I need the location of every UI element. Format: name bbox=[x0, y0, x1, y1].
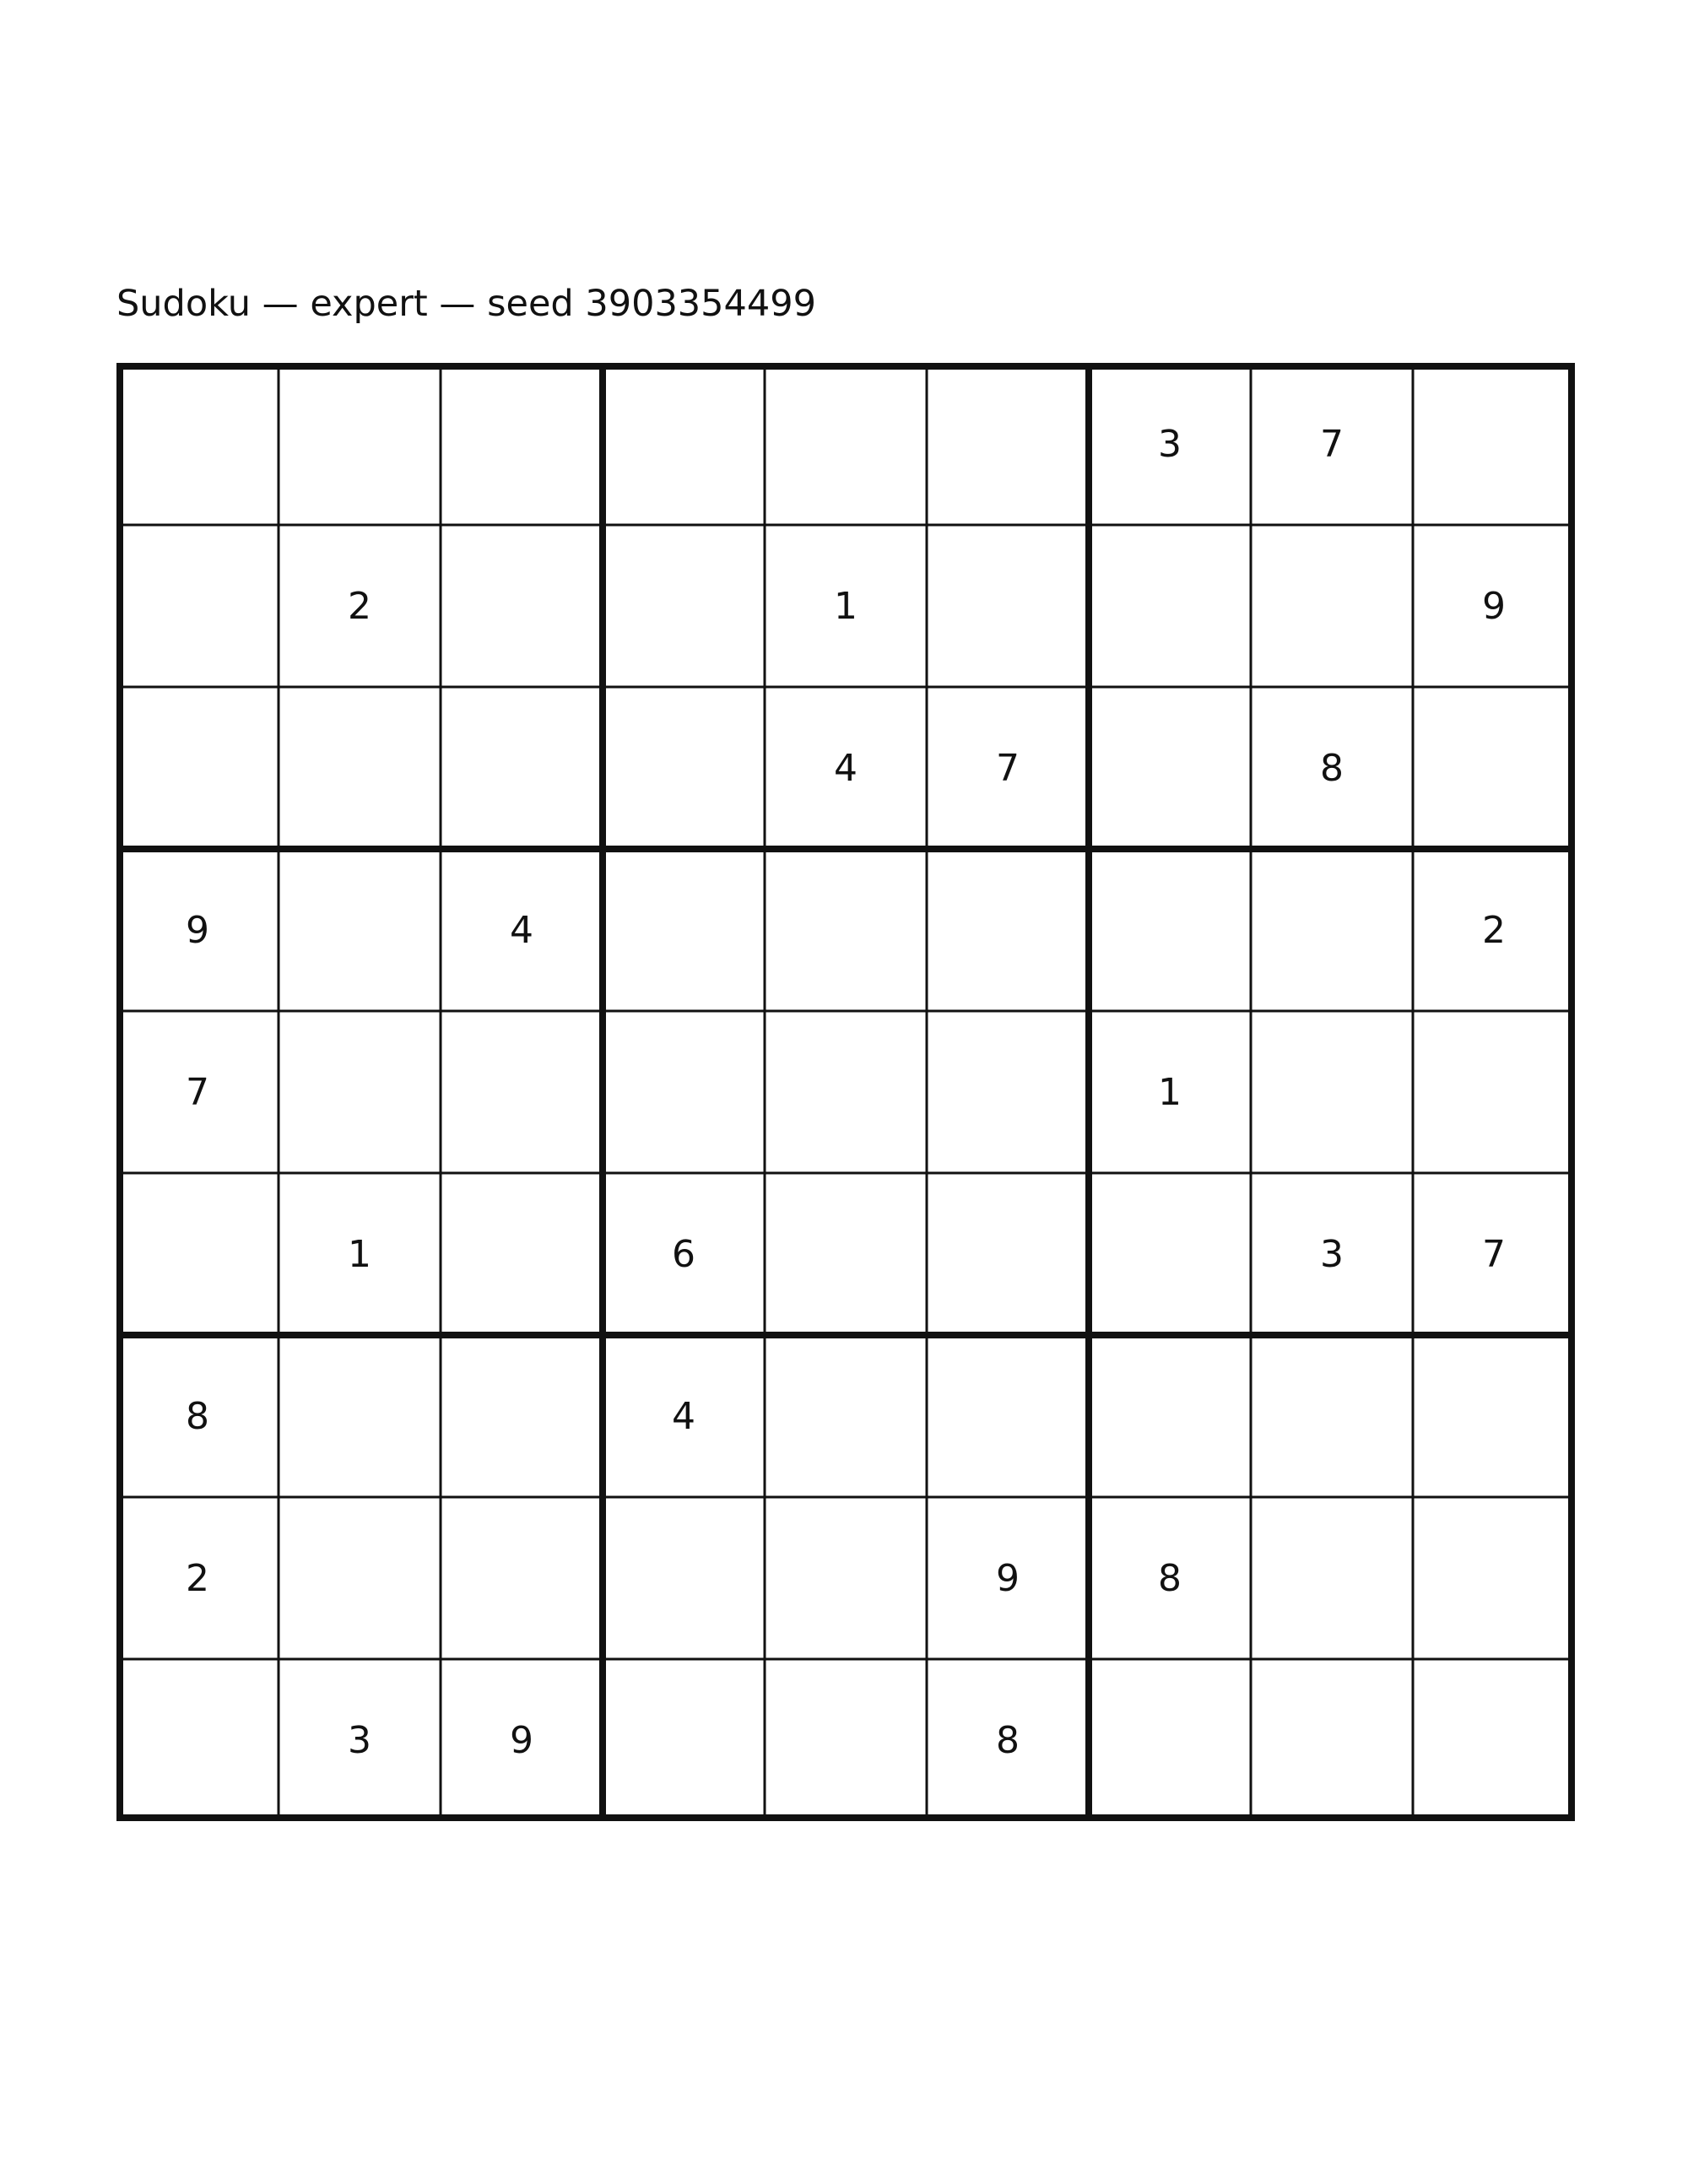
sudoku-cell[interactable] bbox=[1251, 525, 1413, 687]
sudoku-cell[interactable] bbox=[441, 1497, 603, 1659]
sudoku-cell[interactable] bbox=[927, 1011, 1089, 1173]
sudoku-cell[interactable] bbox=[927, 849, 1089, 1011]
sudoku-cell[interactable] bbox=[603, 849, 765, 1011]
sudoku-cell[interactable] bbox=[279, 1011, 441, 1173]
sudoku-cell[interactable] bbox=[1089, 525, 1251, 687]
sudoku-cell[interactable]: 1 bbox=[348, 1232, 371, 1276]
sudoku-cell[interactable] bbox=[603, 687, 765, 849]
sudoku-cell[interactable] bbox=[116, 687, 279, 849]
sudoku-cell[interactable] bbox=[765, 1497, 927, 1659]
sudoku-cell[interactable]: 2 bbox=[186, 1556, 209, 1600]
sudoku-cell[interactable] bbox=[1089, 1335, 1251, 1497]
sudoku-cell[interactable] bbox=[116, 1659, 279, 1821]
sudoku-cell[interactable]: 2 bbox=[1482, 908, 1506, 952]
sudoku-cell[interactable]: 1 bbox=[834, 584, 858, 628]
sudoku-cell[interactable] bbox=[279, 1497, 441, 1659]
sudoku-cell[interactable]: 8 bbox=[1158, 1556, 1182, 1600]
sudoku-cell[interactable] bbox=[1089, 1173, 1251, 1335]
sudoku-cell[interactable]: 2 bbox=[348, 584, 371, 628]
sudoku-cell[interactable]: 4 bbox=[510, 908, 533, 952]
sudoku-cell[interactable]: 8 bbox=[1320, 746, 1344, 790]
puzzle-title: Sudoku — expert — seed 3903354499 bbox=[116, 283, 816, 325]
sudoku-cell[interactable] bbox=[441, 687, 603, 849]
sudoku-cell[interactable]: 7 bbox=[186, 1070, 209, 1114]
sudoku-cell[interactable] bbox=[765, 1011, 927, 1173]
sudoku-cell[interactable] bbox=[603, 1011, 765, 1173]
sudoku-cell[interactable] bbox=[279, 363, 441, 525]
sudoku-cell[interactable] bbox=[441, 363, 603, 525]
sudoku-cell[interactable] bbox=[1089, 687, 1251, 849]
sudoku-cell[interactable] bbox=[603, 363, 765, 525]
sudoku-cell[interactable] bbox=[765, 1659, 927, 1821]
sudoku-cell[interactable]: 3 bbox=[348, 1718, 371, 1762]
sudoku-cell[interactable] bbox=[1251, 1497, 1413, 1659]
sudoku-cell[interactable]: 6 bbox=[672, 1232, 695, 1276]
sudoku-cell[interactable]: 9 bbox=[1482, 584, 1506, 628]
sudoku-cell[interactable] bbox=[1413, 1335, 1575, 1497]
sudoku-cell[interactable] bbox=[1251, 1335, 1413, 1497]
sudoku-cell[interactable] bbox=[603, 1659, 765, 1821]
sudoku-cell[interactable] bbox=[1089, 1659, 1251, 1821]
sudoku-cell[interactable]: 4 bbox=[672, 1394, 695, 1438]
sudoku-cell[interactable] bbox=[927, 363, 1089, 525]
sudoku-cell[interactable] bbox=[1413, 1011, 1575, 1173]
sudoku-cell[interactable] bbox=[765, 849, 927, 1011]
sudoku-cell[interactable] bbox=[116, 363, 279, 525]
sudoku-cell[interactable] bbox=[116, 1173, 279, 1335]
sudoku-cell[interactable]: 4 bbox=[834, 746, 858, 790]
sudoku-cell[interactable] bbox=[441, 525, 603, 687]
sudoku-cell[interactable] bbox=[441, 1335, 603, 1497]
sudoku-cell[interactable]: 7 bbox=[1482, 1232, 1506, 1276]
sudoku-cell[interactable] bbox=[1251, 1659, 1413, 1821]
sudoku-cell[interactable] bbox=[441, 1011, 603, 1173]
sudoku-cell[interactable]: 8 bbox=[186, 1394, 209, 1438]
sudoku-cell[interactable] bbox=[1089, 849, 1251, 1011]
sudoku-cell[interactable]: 8 bbox=[996, 1718, 1020, 1762]
sudoku-cell[interactable] bbox=[116, 525, 279, 687]
sudoku-cell[interactable]: 7 bbox=[996, 746, 1020, 790]
sudoku-cell[interactable] bbox=[1413, 687, 1575, 849]
sudoku-cell[interactable] bbox=[927, 1335, 1089, 1497]
sudoku-cell[interactable] bbox=[1251, 849, 1413, 1011]
sudoku-cell[interactable] bbox=[927, 525, 1089, 687]
sudoku-cell[interactable]: 3 bbox=[1158, 422, 1182, 466]
sudoku-cell[interactable] bbox=[441, 1173, 603, 1335]
sudoku-cell[interactable]: 3 bbox=[1320, 1232, 1344, 1276]
sudoku-cell[interactable] bbox=[279, 1335, 441, 1497]
sudoku-cell[interactable] bbox=[765, 363, 927, 525]
sudoku-cell[interactable] bbox=[765, 1335, 927, 1497]
sudoku-cell[interactable] bbox=[1251, 1011, 1413, 1173]
sudoku-cell[interactable] bbox=[927, 1173, 1089, 1335]
sudoku-cell[interactable] bbox=[603, 1497, 765, 1659]
sudoku-cell[interactable]: 9 bbox=[996, 1556, 1020, 1600]
sudoku-cell[interactable] bbox=[603, 525, 765, 687]
sudoku-board bbox=[116, 363, 1575, 1821]
sudoku-cell[interactable]: 9 bbox=[510, 1718, 533, 1762]
sudoku-cell[interactable] bbox=[1413, 1659, 1575, 1821]
sudoku-cell[interactable] bbox=[279, 687, 441, 849]
sudoku-cell[interactable]: 1 bbox=[1158, 1070, 1182, 1114]
sudoku-cell[interactable]: 9 bbox=[186, 908, 209, 952]
sudoku-cell[interactable] bbox=[1413, 1497, 1575, 1659]
sudoku-cell[interactable] bbox=[279, 849, 441, 1011]
sudoku-cell[interactable] bbox=[765, 1173, 927, 1335]
sudoku-cell[interactable]: 7 bbox=[1320, 422, 1344, 466]
sudoku-cell[interactable] bbox=[1413, 363, 1575, 525]
